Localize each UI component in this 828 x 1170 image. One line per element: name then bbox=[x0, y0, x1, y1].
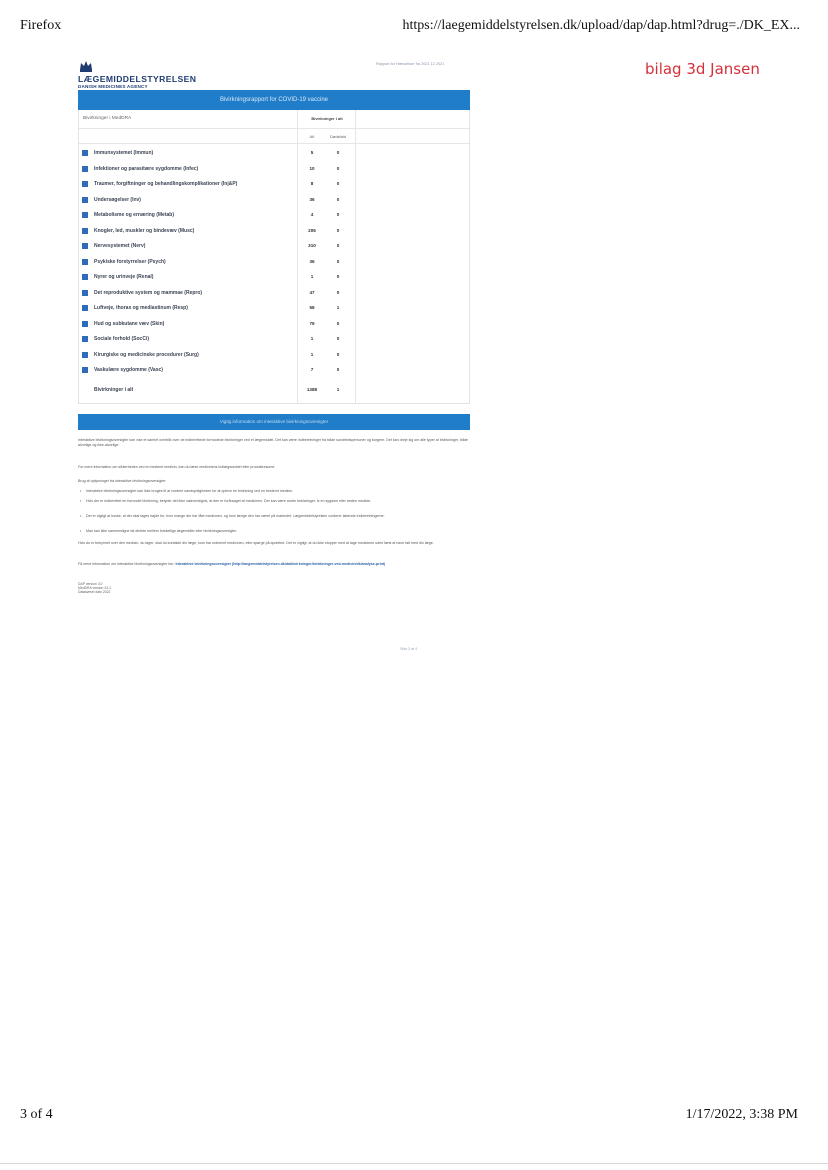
agency-logo bbox=[78, 60, 238, 94]
row-label: Vaskulære sygdomme (Vasc) bbox=[94, 367, 163, 373]
category-square-icon bbox=[82, 305, 88, 311]
row-count-dodsfald: 0 bbox=[336, 274, 340, 279]
info-paragraph-3: Brug af oplysninger fra interaktive bivirkningsoversigter: bbox=[78, 479, 167, 483]
category-square-icon bbox=[82, 259, 88, 265]
category-square-icon bbox=[82, 321, 88, 327]
print-page-indicator: 3 of 4 bbox=[20, 1107, 53, 1122]
row-label: Immunsystemet (Immun) bbox=[94, 150, 154, 156]
row-label: Undersøgelser (Inv) bbox=[94, 196, 141, 203]
row-count-dodsfald: 0 bbox=[336, 367, 340, 372]
row-label: Traumer, forgiftninger og behandlingskomplikationer (Inj&P) bbox=[94, 181, 238, 187]
category-square-icon bbox=[82, 290, 88, 296]
row-count-dodsfald: 0 bbox=[336, 258, 340, 264]
category-square-icon bbox=[82, 166, 88, 172]
row-count-dodsfald: 0 bbox=[336, 212, 340, 217]
side-effects-table bbox=[78, 110, 470, 404]
row-count-dodsfald: 0 bbox=[336, 150, 340, 155]
row-label: Det reproduktive system og mammae (Repro) bbox=[94, 289, 203, 296]
row-count-alt: 58 bbox=[309, 305, 315, 310]
row-count-dodsfald: 1 bbox=[336, 387, 340, 392]
row-count-dodsfald: 1 bbox=[336, 305, 340, 310]
row-count-alt: 1388 bbox=[306, 387, 318, 392]
row-label: Luftveje, thorax og mediastinum (Resp) bbox=[94, 305, 188, 311]
category-square-icon bbox=[82, 367, 88, 373]
row-count-dodsfald: 0 bbox=[336, 227, 340, 233]
crown-icon bbox=[79, 60, 93, 72]
row-label: Nervesystemet (Nerv) bbox=[94, 243, 146, 249]
row-label: Hud og subkutane væv (Skin) bbox=[94, 320, 165, 327]
row-count-alt: 310 bbox=[308, 243, 316, 248]
report-footnote-2: MedDRA version 24.1 bbox=[78, 586, 111, 590]
row-label: Metabolisme og ernæring (Metab) bbox=[94, 212, 175, 218]
row-count-dodsfald: 0 bbox=[336, 320, 340, 326]
table-row bbox=[79, 148, 469, 160]
table-row bbox=[79, 241, 469, 253]
category-square-icon bbox=[82, 336, 88, 342]
row-label: Bivirkninger i alt bbox=[94, 387, 134, 393]
row-header-label: Bivirkninger i MedDRA bbox=[83, 116, 132, 121]
info-bullet-2: • Hvis der er indberettet en formodet bivirkning, betyder det ikke nødvendigvis, at den er forårsaget af medicinen. Der kan være andre forklaringer, fx en sygdom eller anden medicin. bbox=[86, 499, 470, 504]
table-row bbox=[79, 179, 469, 191]
category-square-icon bbox=[82, 228, 88, 234]
info-bullet-1: • Interaktive bivirkningsoversigter kan ikke bruges til at vurdere sandsynligheden for at opleve en bivirkning ved en bestemt medicin. bbox=[86, 489, 470, 494]
row-count-dodsfald: 0 bbox=[336, 351, 340, 357]
row-count-alt: 1 bbox=[310, 351, 314, 357]
annotation-stamp: bilag 3d Jansen bbox=[645, 60, 760, 78]
row-count-alt: 10 bbox=[309, 165, 315, 171]
table-row bbox=[79, 303, 469, 315]
row-count-alt: 7 bbox=[310, 367, 314, 372]
info-bullet-3: • Det er vigtigt at huske, at der skal tages højde for, hvor mange der har fået medicinen, og hvor længe den har været på markedet. Lægemiddelstyrelsen vurderer løbende indberetningerne. bbox=[86, 514, 470, 519]
row-count-alt: 79 bbox=[309, 320, 315, 326]
category-square-icon bbox=[82, 352, 88, 358]
info-paragraph-1: Interaktive bivirkningsoversigter kan vise et samlet overblik over de indberettede formodede bivirkninger ved et lægemiddel. Det kan være indberetninger fra både sundhedspersoner og borgere. Det kan dreje sig om alle typer af bivirkninger, både alvorlige og ikke-alvorlige. bbox=[78, 438, 468, 447]
info-paragraph-2: For mere information om sikkerheden ved en bestemt medicin, kan du læse medicinens indlægsseddel eller produktresumé. bbox=[78, 465, 276, 469]
category-square-icon bbox=[82, 181, 88, 187]
row-count-alt: 5 bbox=[310, 150, 314, 155]
column-header-dodsfald: Dødsfald bbox=[329, 134, 346, 139]
print-timestamp: 1/17/2022, 3:38 PM bbox=[685, 1107, 798, 1122]
table-row bbox=[79, 319, 469, 331]
report-footnote-3: Datakørsel dato 2022 bbox=[78, 590, 111, 594]
report-title-bar: Bivirkningsrapport for COVID-19 vaccine bbox=[78, 90, 470, 110]
info-bullet-4: • Man kan ikke sammenligne tal direkte mellem forskellige lægemidler eller bivirkningsoversigter. bbox=[86, 529, 470, 534]
info-title-bar: Vigtig information om interaktive bivirkningsoversigter bbox=[78, 414, 470, 430]
column-header-alt: Alt bbox=[309, 134, 315, 139]
category-square-icon bbox=[82, 243, 88, 249]
category-square-icon bbox=[82, 274, 88, 280]
table-row bbox=[79, 288, 469, 300]
row-count-alt: 1 bbox=[310, 336, 314, 341]
row-count-dodsfald: 0 bbox=[336, 196, 340, 202]
row-label: Infektioner og parasitære sygdomme (Infec) bbox=[94, 165, 199, 172]
table-row bbox=[79, 272, 469, 284]
row-count-dodsfald: 0 bbox=[336, 289, 340, 295]
table-row bbox=[79, 350, 469, 362]
category-square-icon bbox=[82, 212, 88, 218]
table-row bbox=[79, 257, 469, 269]
report-page-mark: Side 3 af 4 bbox=[400, 647, 418, 651]
row-count-dodsfald: 0 bbox=[336, 165, 340, 171]
row-label: Nyrer og urinveje (Renal) bbox=[94, 274, 154, 280]
table-row bbox=[79, 210, 469, 222]
info-link-prefix: Få mere information om interaktive bivirkningsoversigter her: bbox=[78, 562, 175, 566]
logo-subtitle: DANISH MEDICINES AGENCY bbox=[78, 84, 148, 89]
report-footnote-1: DAP version 3.0 bbox=[78, 582, 103, 586]
row-label: Sociale forhold (SocCi) bbox=[94, 336, 150, 342]
logo-name: LÆGEMIDDELSTYRELSEN bbox=[78, 74, 197, 84]
browser-app-name: Firefox bbox=[20, 18, 62, 33]
info-link[interactable]: Interaktive bivirkningsoversigter (http://laegemiddelstyrelsen.dk/da/bivirkninger/bivirkninger-ved-medicin/dk/analyse-print) bbox=[175, 562, 386, 566]
table-row bbox=[79, 195, 469, 207]
category-square-icon bbox=[82, 197, 88, 203]
row-count-alt: 8 bbox=[310, 181, 314, 186]
table-row bbox=[79, 164, 469, 176]
row-count-dodsfald: 0 bbox=[336, 243, 340, 248]
row-count-dodsfald: 0 bbox=[336, 181, 340, 186]
page-url[interactable]: https://laegemiddelstyrelsen.dk/upload/dap/dap.html?drug=./DK_EX... bbox=[402, 18, 800, 33]
category-square-icon bbox=[82, 150, 88, 156]
report-meta: Rapport for Hændelser fra 2021 12 2021 bbox=[376, 62, 445, 66]
info-paragraph-5 bbox=[78, 562, 470, 567]
table-row bbox=[79, 226, 469, 238]
row-count-alt: 36 bbox=[309, 196, 315, 202]
table-row-total bbox=[79, 385, 469, 397]
table-row bbox=[79, 334, 469, 346]
column-group-header: Bivirkninger i alt bbox=[311, 116, 343, 121]
row-count-alt: 4 bbox=[310, 212, 314, 217]
row-count-alt: 47 bbox=[309, 289, 315, 295]
table-row bbox=[79, 365, 469, 377]
row-label: Knogler, led, muskler og bindevæv (Musc) bbox=[94, 227, 195, 234]
row-count-alt: 36 bbox=[309, 258, 315, 264]
row-count-alt: 1 bbox=[310, 274, 314, 279]
page-bottom-rule bbox=[0, 1163, 828, 1164]
info-paragraph-4: Hvis du er bekymret over den medicin, du tager, skal du kontakte din læge, som har ordineret medicinen, eller spørge på apoteket. Det er vigtigt, at du ikke stopper med at tage medicinen uden først at have talt med din læge. bbox=[78, 541, 434, 545]
row-label: Kirurgiske og medicinske procedurer (Surg) bbox=[94, 351, 199, 358]
row-label: Psykiske forstyrrelser (Psych) bbox=[94, 258, 166, 265]
row-count-alt: 206 bbox=[308, 227, 316, 233]
row-count-dodsfald: 0 bbox=[336, 336, 340, 341]
